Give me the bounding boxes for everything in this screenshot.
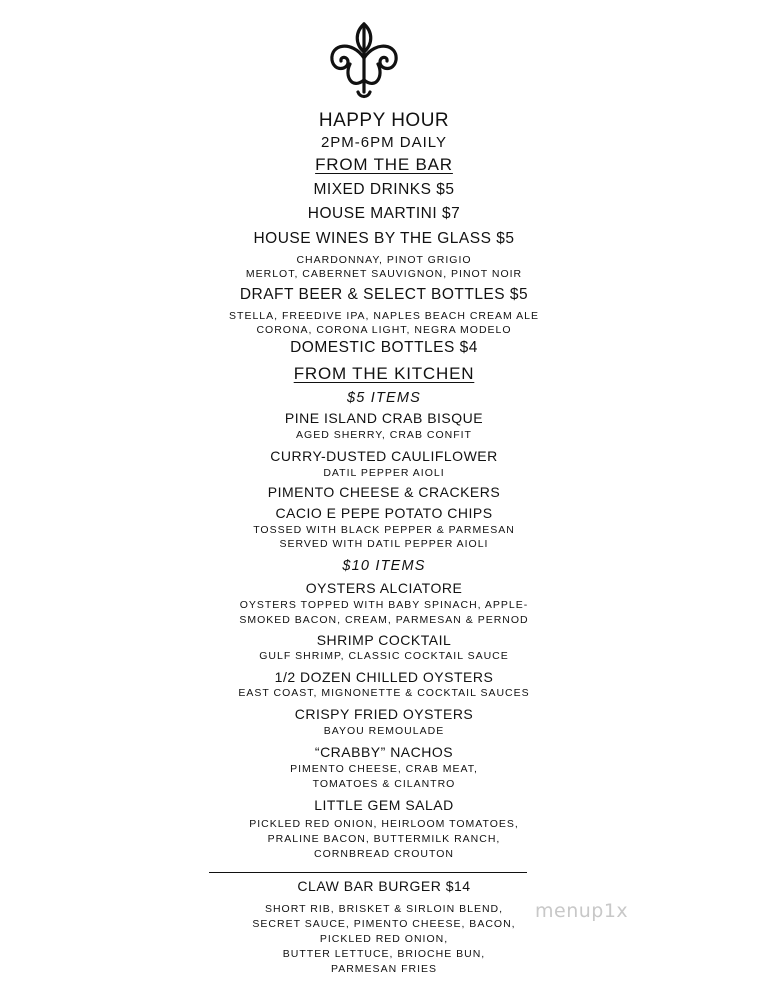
item-description: DATIL PEPPER AIOLI <box>323 467 445 479</box>
item-description: SECRET SAUCE, PIMENTO CHEESE, BACON, <box>252 918 516 930</box>
price-tier-label: $5 ITEMS <box>346 390 422 406</box>
page-title: HAPPY HOUR <box>318 110 450 131</box>
item-description: PRALINE BACON, BUTTERMILK RANCH, <box>267 833 501 845</box>
item-description: PICKLED RED ONION, HEIRLOOM TOMATOES, <box>249 818 519 830</box>
hours-subtitle: 2PM-6PM DAILY <box>320 134 448 151</box>
item-description: EAST COAST, MIGNONETTE & COCKTAIL SAUCES <box>238 687 530 699</box>
item-description: AGED SHERRY, CRAB CONFIT <box>296 429 472 441</box>
section-heading-kitchen: FROM THE KITCHEN <box>293 364 475 383</box>
item-description: STELLA, FREEDIVE IPA, NAPLES BEACH CREAM ALE <box>229 310 539 322</box>
menu-item: MIXED DRINKS $5 <box>313 181 455 198</box>
menu-item-burger: CLAW BAR BURGER $14 <box>297 878 471 894</box>
item-description: TOSSED WITH BLACK PEPPER & PARMESAN <box>253 524 515 536</box>
menu-item: HOUSE WINES BY THE GLASS $5 <box>253 230 515 247</box>
menu-item: PINE ISLAND CRAB BISQUE <box>284 410 484 426</box>
item-description: CORONA, CORONA LIGHT, NEGRA MODELO <box>256 324 512 336</box>
menu-item: SHRIMP COCKTAIL <box>316 632 452 648</box>
item-description: PIMENTO CHEESE, CRAB MEAT, <box>290 763 478 775</box>
divider <box>209 872 527 873</box>
menu-item: CACIO E PEPE POTATO CHIPS <box>275 505 493 521</box>
item-description: CHARDONNAY, PINOT GRIGIO <box>296 254 472 266</box>
item-description: MERLOT, CABERNET SAUVIGNON, PINOT NOIR <box>245 268 523 280</box>
section-heading-bar: FROM THE BAR <box>315 155 453 174</box>
watermark: menup1x <box>535 900 629 922</box>
item-description: PARMESAN FRIES <box>331 963 437 975</box>
item-description: SHORT RIB, BRISKET & SIRLOIN BLEND, <box>264 903 504 915</box>
price-tier-label: $10 ITEMS <box>342 558 426 574</box>
item-description: PICKLED RED ONION, <box>319 933 449 945</box>
item-description: OYSTERS TOPPED WITH BABY SPINACH, APPLE- <box>239 599 529 611</box>
menu-item: HOUSE MARTINI $7 <box>307 205 461 222</box>
menu-item: DRAFT BEER & SELECT BOTTLES $5 <box>239 286 529 303</box>
menu-item: CURRY-DUSTED CAULIFLOWER <box>270 448 498 464</box>
menu-item: DOMESTIC BOTTLES $4 <box>290 339 478 356</box>
menu-item: PIMENTO CHEESE & CRACKERS <box>267 484 501 500</box>
fleur-de-lis-icon <box>322 18 406 102</box>
menu-item: LITTLE GEM SALAD <box>314 797 454 813</box>
menu-item: “CRABBY” NACHOS <box>314 744 454 760</box>
item-description: BUTTER LETTUCE, BRIOCHE BUN, <box>282 948 486 960</box>
item-description: GULF SHRIMP, CLASSIC COCKTAIL SAUCE <box>259 650 509 662</box>
item-description: SMOKED BACON, CREAM, PARMESAN & PERNOD <box>239 614 529 626</box>
item-description: BAYOU REMOULADE <box>323 725 445 737</box>
item-description: CORNBREAD CROUTON <box>314 848 454 860</box>
item-description: TOMATOES & CILANTRO <box>312 778 456 790</box>
item-description: SERVED WITH DATIL PEPPER AIOLI <box>279 538 489 550</box>
menu-item: OYSTERS ALCIATORE <box>305 580 463 596</box>
menu-item: CRISPY FRIED OYSTERS <box>294 706 474 722</box>
menu-item: 1/2 DOZEN CHILLED OYSTERS <box>274 669 494 685</box>
